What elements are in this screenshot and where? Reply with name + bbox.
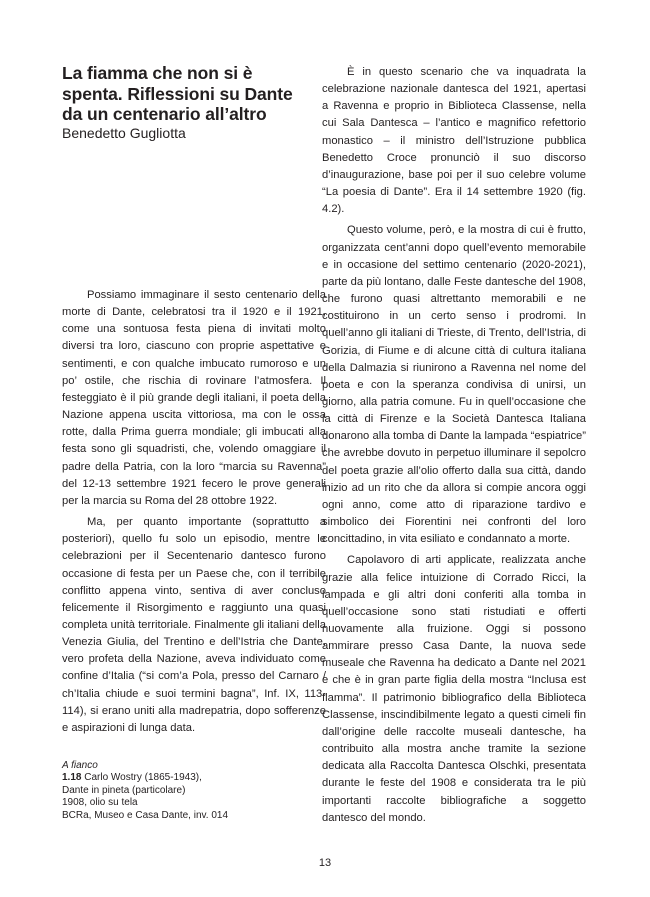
body-paragraph: È in questo scenario che va inquadrata la celebrazione nazionale dantesca del 1921, apertasi a Ravenna e proprio in Biblioteca Classense, nella cui Sala Dantesca – l’antico e magnifico refettorio monastico – il ministro dell’Istruzione pubblica Benedetto Croce pronunciò il suo discorso d’inaugurazione, base poi per il suo celebre volume “La poesia di Dante”. Era il 14 settembre 1920 (fig. 4.2). xyxy=(322,66,586,216)
right-column xyxy=(322,64,586,827)
body-paragraph: Questo volume, però, e la mostra di cui è frutto, organizzata cent’anni dopo quell’evento memorabile e in occasione del settimo centenario (2020-2021), parte da più lontano, dalle Feste dantesche del 1908, che furono quasi altrettanto memorabili e ne costituirono in un certo senso i prodromi. In quell’anno gli italiani di Trieste, di Trento, dell’Istria, di Gorizia, di Fiume e di alcune città di cultura italiana della Dalmazia si riunirono a Ravenna nel nome del poeta e con la speranza condivisa di unirsi, un giorno, alla patria comune. Fu in quell’occasione che la città di Firenze e la Società Dantesca Italiana donarono alla tomba di Dante la lampada “espiatrice” che avrebbe dovuto in perpetuo illuminare il sepolcro del poeta grazie all’olio offerto dalla sua città, dando inizio ad un rito che da allora si compie ancora oggi ogni anno, come atto di riparazione tardivo e simbolico dei Fiorentini nei confronti del loro concittadino, in vita esiliato e condannato a morte. xyxy=(322,224,586,546)
page-number: 13 xyxy=(318,857,332,869)
article-title: La fiamma che non si è spenta. Riflessioni su Dante da un centenario all’altro xyxy=(62,63,293,124)
body-paragraph: Capolavoro di arti applicate, realizzata anche grazie alla felice intuizione di Corrado Ricci, la lampada e gli altri doni conferiti alla tomba in quell’occasione sono stati ristudiati e offerti nuovamente alla fruizione. Oggi si possono ammirare presso Casa Dante, la nuova sede museale che Ravenna ha dedicato a Dante nel 2021 e che è in gran parte figlia della mostra “Inclusa est flamma”. Il patrimonio bibliografico della Biblioteca Classense, inscindibilmente legato a questi cimeli fin dall’origine delle raccolte museali dantesche, ha contribuito alla mostra anche tramite la sezione dedicata alla Raccolta Dantesca Olschki, presentata durante le feste del 1908 e considerata tra le più importanti raccolte bibliografiche a soggetto dantesco del mondo. xyxy=(322,554,586,824)
caption-artwork-location: BCRa, Museo e Casa Dante, inv. 014 xyxy=(62,809,229,821)
caption-figure-number: 1.18 xyxy=(62,772,82,784)
figure-caption xyxy=(62,760,282,822)
body-paragraph: Ma, per quanto importante (soprattutto a posteriori), quello fu solo un episodio, mentre le celebrazioni per il Secentenario dantesco furono occasione di festa per un Paese che, con il terribile conflitto appena vinto, sentiva di aver concluso felicemente il Risorgimento e raggiunto una quasi completa unità territoriale. Finalmente gli italiani della Venezia Giulia, del Trentino e dell’Istria che Dante, vero profeta della Nazione, aveva individuato come confine d’Italia (“si com’a Pola, presso del Carnaro / ch’Italia chiude e suoi termini bagna”, Inf. IX, 113-114), si erano uniti alla madrepatria, dopo sofferenze e aspirazioni di lunga data. xyxy=(62,516,326,734)
caption-artist: Carlo Wostry (1865-1943), xyxy=(84,772,202,784)
left-column xyxy=(62,287,326,737)
caption-artwork-medium: 1908, olio su tela xyxy=(62,797,138,809)
caption-line xyxy=(62,772,282,784)
caption-side-label: A fianco xyxy=(62,760,98,771)
caption-artwork-title: Dante in pineta (particolare) xyxy=(62,784,186,796)
article-author: Benedetto Gugliotta xyxy=(62,125,186,141)
body-paragraph: Possiamo immaginare il sesto centenario della morte di Dante, celebratosi tra il 1920 e il 1921, come una sontuosa festa piena di invitati molto diversi tra loro, ciascuno con proprie aspettative e sentimenti, e con qualche imbucato rumoroso e un po’ ostile, che rischia di rovinare l’atmosfera. Il festeggiato è il più grande degli italiani, il poeta della Nazione appena uscita vittoriosa, ma con le ossa rotte, dalla Prima guerra mondiale; gli imbucati alla festa sono gli squadristi, che, volendo omaggiare il padre della Patria, con la loro “marcia su Ravenna” del 12-13 settembre 1921 fecero le prove generali per la marcia su Roma del 28 ottobre 1922. xyxy=(62,289,326,507)
